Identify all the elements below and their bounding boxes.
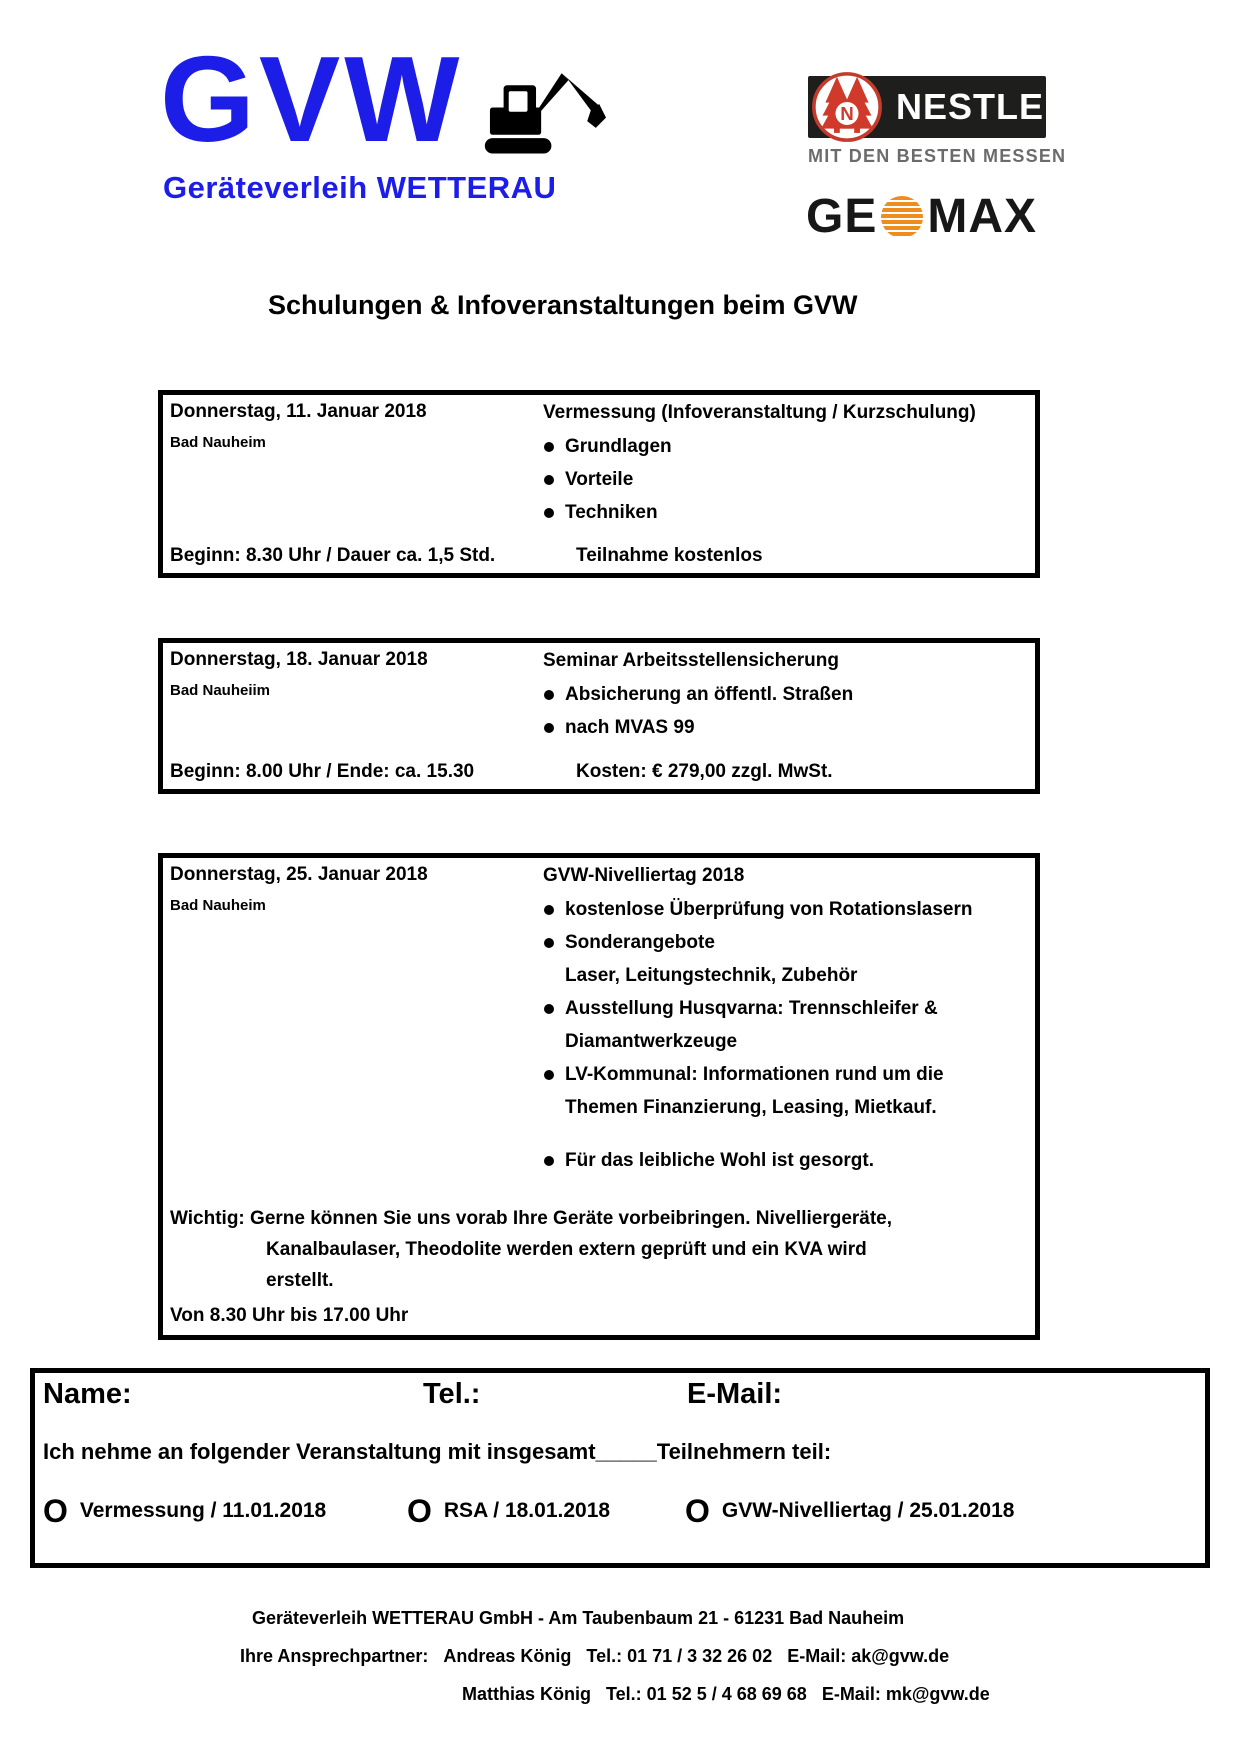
- event-bullet-list: [543, 430, 976, 529]
- event-option-label: RSA / 18.01.2018: [443, 1499, 611, 1522]
- event-bullet-item: Themen Finanzierung, Leasing, Mietkauf.: [565, 1096, 937, 1118]
- event-box-nivelliertag: [158, 853, 1040, 1340]
- event-option[interactable]: [407, 1491, 610, 1531]
- event-opening-hours: Von 8.30 Uhr bis 17.00 Uhr: [170, 1305, 409, 1326]
- event-box-rsa: [158, 638, 1040, 794]
- bullet-icon: [544, 938, 554, 948]
- note-line: Kanalbaulaser, Theodolite werden extern geprüft und ein KVA wird: [266, 1239, 867, 1260]
- event-cost-info: Kosten: € 279,00 zzgl. MwSt.: [576, 761, 833, 782]
- event-bullet-item: nach MVAS 99: [543, 711, 853, 744]
- event-date: Donnerstag, 25. Januar 2018: [170, 864, 428, 885]
- event-bullet-item: Laser, Leitungstechnik, Zubehör: [565, 964, 858, 986]
- gvw-logo-subtitle: Geräteverleih WETTERAU: [163, 170, 557, 205]
- event-box-vermessung: [158, 390, 1040, 578]
- participants-blank-field[interactable]: _____: [595, 1439, 657, 1464]
- contact-tel: Tel.: 01 52 5 / 4 68 69 68: [606, 1684, 807, 1704]
- event-options: [35, 1491, 1205, 1551]
- nestle-tagline: MIT DEN BESTEN MESSEN: [808, 146, 1067, 166]
- event-option[interactable]: [43, 1491, 326, 1531]
- event-important-note: [170, 1203, 892, 1296]
- event-bullet-item: LV-Kommunal: Informationen rund um die: [543, 1058, 973, 1091]
- note-line: erstellt.: [266, 1270, 334, 1291]
- participation-sentence: [43, 1439, 831, 1465]
- event-bullet-item: kostenlose Überprüfung von Rotationslasern: [543, 893, 973, 926]
- event-location: Bad Nauheiim: [170, 682, 271, 699]
- excavator-icon: [478, 60, 606, 160]
- radio-circle-icon[interactable]: O: [43, 1493, 68, 1529]
- event-date: Donnerstag, 18. Januar 2018: [170, 649, 428, 670]
- bullet-icon: [544, 508, 554, 518]
- event-location: Bad Nauheim: [170, 897, 266, 914]
- contact-label: Ihre Ansprechpartner:: [240, 1646, 429, 1666]
- event-time-info: Beginn: 8.30 Uhr / Dauer ca. 1,5 Std.: [170, 545, 496, 566]
- tel-field-label: Tel.:: [423, 1378, 481, 1410]
- event-bullet-item: Vorteile: [543, 463, 976, 496]
- event-cost-info: Teilnahme kostenlos: [576, 545, 763, 566]
- bullet-icon: [544, 1156, 554, 1166]
- contact-email: E-Mail: mk@gvw.de: [821, 1684, 990, 1704]
- event-bullet-item: Ausstellung Husqvarna: Trennschleifer &: [543, 992, 973, 1025]
- event-time-info: Beginn: 8.00 Uhr / Ende: ca. 15.30: [170, 761, 475, 782]
- geomax-ge-text: GE: [806, 190, 878, 243]
- bullet-icon: [544, 1004, 554, 1014]
- nestle-trees-icon: [811, 71, 883, 143]
- event-bullet-item: Grundlagen: [543, 430, 976, 463]
- contact-name: Andreas König: [443, 1646, 572, 1666]
- geomax-logo: [806, 190, 1038, 243]
- contact-name: Matthias König: [462, 1684, 591, 1704]
- event-option-label: GVW-Nivelliertag / 25.01.2018: [721, 1499, 1015, 1522]
- registration-form: [30, 1368, 1210, 1568]
- company-address: Geräteverleih WETTERAU GmbH - Am Taubenbaum 21 - 61231 Bad Nauheim: [252, 1608, 905, 1628]
- nestle-wordmark: NESTLE: [896, 86, 1045, 127]
- event-title: Vermessung (Infoveranstaltung / Kurzschulung): [543, 402, 976, 423]
- contact-tel: Tel.: 01 71 / 3 32 26 02: [586, 1646, 773, 1666]
- nestle-n-letter: N: [840, 102, 854, 124]
- name-field-label: Name:: [43, 1378, 132, 1410]
- bullet-icon: [544, 1070, 554, 1080]
- contact-email: E-Mail: ak@gvw.de: [787, 1646, 950, 1666]
- event-location: Bad Nauheim: [170, 434, 266, 451]
- event-title: Seminar Arbeitsstellensicherung: [543, 650, 840, 671]
- event-bullet-list: [543, 893, 973, 1177]
- sentence-before: Ich nehme an folgender Veranstaltung mit insgesamt: [43, 1439, 596, 1464]
- event-bullet-list: [543, 678, 853, 744]
- bullet-icon: [544, 475, 554, 485]
- event-bullet-item: Techniken: [543, 496, 976, 529]
- globe-icon: [881, 196, 923, 238]
- gvw-logo-text: GVW: [160, 31, 464, 167]
- page-title: Schulungen & Infoveranstaltungen beim GVW: [268, 290, 858, 320]
- bullet-icon: [544, 905, 554, 915]
- geomax-max-text: MAX: [927, 190, 1038, 243]
- event-bullet-item: Sonderangebote: [543, 926, 973, 959]
- event-bullet-item: Diamantwerkzeuge: [565, 1030, 738, 1052]
- event-date: Donnerstag, 11. Januar 2018: [170, 401, 427, 422]
- radio-circle-icon[interactable]: O: [407, 1493, 432, 1529]
- nestle-logo: [808, 76, 1046, 138]
- note-line: Wichtig: Gerne können Sie uns vorab Ihre Geräte vorbeibringen. Nivelliergeräte,: [170, 1208, 893, 1229]
- bullet-icon: [544, 442, 554, 452]
- event-bullet-item: Für das leibliche Wohl ist gesorgt.: [543, 1144, 973, 1177]
- sentence-after: Teilnehmern teil:: [656, 1439, 832, 1464]
- event-title: GVW-Nivelliertag 2018: [543, 865, 745, 886]
- event-option-label: Vermessung / 11.01.2018: [79, 1499, 327, 1522]
- bullet-icon: [544, 723, 554, 733]
- event-option[interactable]: [685, 1491, 1014, 1531]
- email-field-label: E-Mail:: [687, 1378, 783, 1410]
- bullet-icon: [544, 690, 554, 700]
- radio-circle-icon[interactable]: O: [685, 1493, 710, 1529]
- event-bullet-item: Absicherung an öffentl. Straßen: [543, 678, 853, 711]
